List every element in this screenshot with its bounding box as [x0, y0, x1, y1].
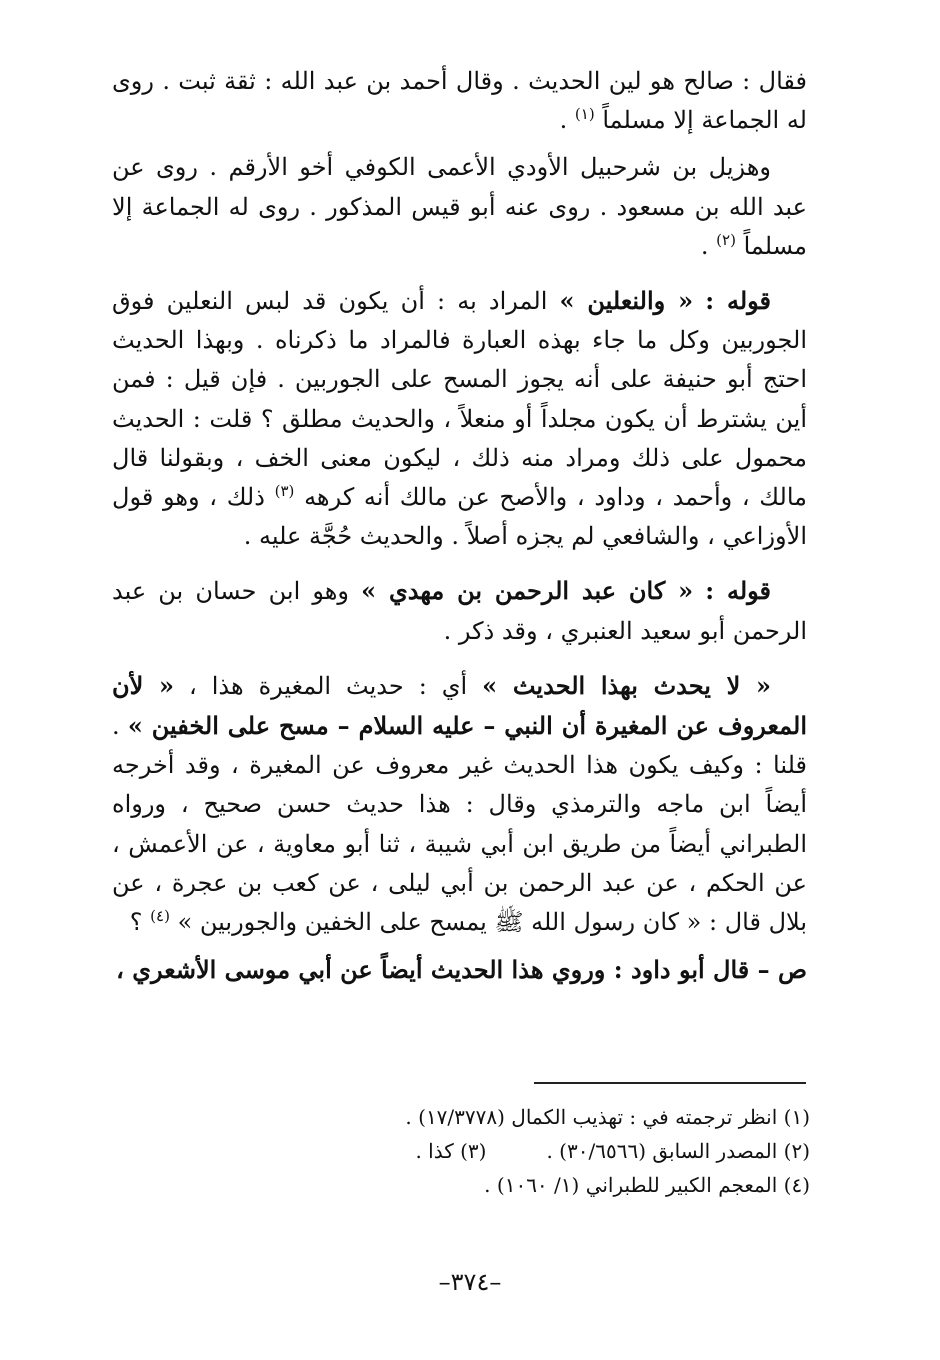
footnote-4: (٤) المعجم الكبير للطبراني (١/ ١٠٦٠) .	[484, 1173, 810, 1197]
footnote-ref-4[interactable]: (٤)	[150, 907, 170, 926]
paragraph-5-quote-b: « لأن المعروف عن المغيرة أن النبي – عليه السلام – مسح على الخفين »	[112, 670, 807, 741]
paragraph-6	[112, 950, 807, 989]
paragraph-1	[112, 62, 807, 140]
paragraph-1-end: .	[559, 106, 575, 135]
paragraph-5-quote-a: « لا يحدث بهذا الحديث »	[482, 670, 772, 700]
paragraph-5	[112, 666, 807, 942]
paragraph-5-text-a: أي : حديث المغيرة هذا ،	[174, 671, 483, 700]
footnote-divider	[534, 1082, 806, 1084]
footnote-ref-1[interactable]: (١)	[574, 105, 595, 124]
paragraph-2-text: وهزيل بن شرحبيل الأودي الأعمى الكوفي أخو الأرقم . روى عن عبد الله بن مسعود . روى عنه أبو قيس المذكور . روى له الجماعة إلا مسلماً	[112, 153, 807, 260]
footnote-ref-2[interactable]: (٢)	[716, 230, 736, 249]
paragraph-4-text: وهو ابن حسان بن عبد الرحمن أبو سعيد العنبري ، وقد ذكر .	[112, 577, 807, 645]
footnote-ref-3[interactable]: (٣)	[274, 482, 295, 501]
paragraph-1-text: فقال : صالح هو لين الحديث . وقال أحمد بن عبد الله : ثقة ثبت . روى له الجماعة إلا مسلماً	[112, 67, 807, 135]
page-number: –٣٧٤–	[438, 1268, 502, 1296]
footnote-3: (٣) كذا .	[415, 1139, 487, 1163]
paragraph-5-text-b: . قلنا : وكيف يكون هذا الحديث غير معروف عن المغيرة ، وقد أخرجه أيضاً ابن ماجه والترمذي وقال : هذا حديث حسن صحيح ، ورواه الطبراني أيضاً من طريق ابن أبي شيبة ، ثنا أبو معاوية ، عن الأعمش ، عن الحكم ، عن عبد الرحمن بن أبي ليلى ، عن كعب بن عجرة ، عن بلال قال : « كان رسول الله ﷺ يمسح على الخفين والجوربين »	[112, 712, 807, 937]
paragraph-3-lead: قوله :	[705, 286, 772, 316]
paragraph-4-lead: قوله :	[705, 576, 772, 606]
paragraph-3-quote: « والنعلين »	[559, 286, 694, 316]
paragraph-5-end: ؟	[129, 908, 151, 937]
paragraph-4	[112, 571, 807, 650]
main-text-block	[112, 62, 807, 989]
footnote-row-2-3	[290, 1134, 810, 1168]
paragraph-3	[112, 281, 807, 556]
paragraph-2-end: .	[700, 231, 717, 260]
footnote-1: (١) انظر ترجمته في : تهذيب الكمال (١٧/٣٧٧٨) .	[405, 1105, 810, 1129]
paragraph-6-text: ص – قال أبو داود : وروي هذا الحديث أيضاً عن أبي موسى الأشعري ،	[116, 955, 807, 985]
footnotes-section	[290, 1100, 810, 1202]
footnote-2: (٢) المصدر السابق (٣٠/٦٥٦٦) .	[546, 1139, 810, 1163]
paragraph-3-text-b: ذلك ، وهو قول الأوزاعي ، والشافعي لم يجزه أصلاً . والحديث حُجَّة عليه .	[112, 483, 807, 551]
paragraph-2	[112, 148, 807, 266]
paragraph-3-text-a: المراد به : أن يكون قد لبس النعلين فوق الجوربين وكل ما جاء بهذه العبارة فالمراد ما ذكرناه . وبهذا الحديث احتج أبو حنيفة على أنه يجوز المسح على الجوربين . فإن قيل : فمن أين يشترط أن يكون مجلداً أو منعلاً ، والحديث مطلق ؟ قلت : الحديث محمول على ذلك ومراد منه ذلك ، ليكون معنى الخف ، وبقولنا قال مالك ، وأحمد ، وداود ، والأصح عن مالك أنه كرهه	[112, 287, 807, 512]
paragraph-4-quote: « كان عبد الرحمن بن مهدي »	[361, 576, 694, 606]
